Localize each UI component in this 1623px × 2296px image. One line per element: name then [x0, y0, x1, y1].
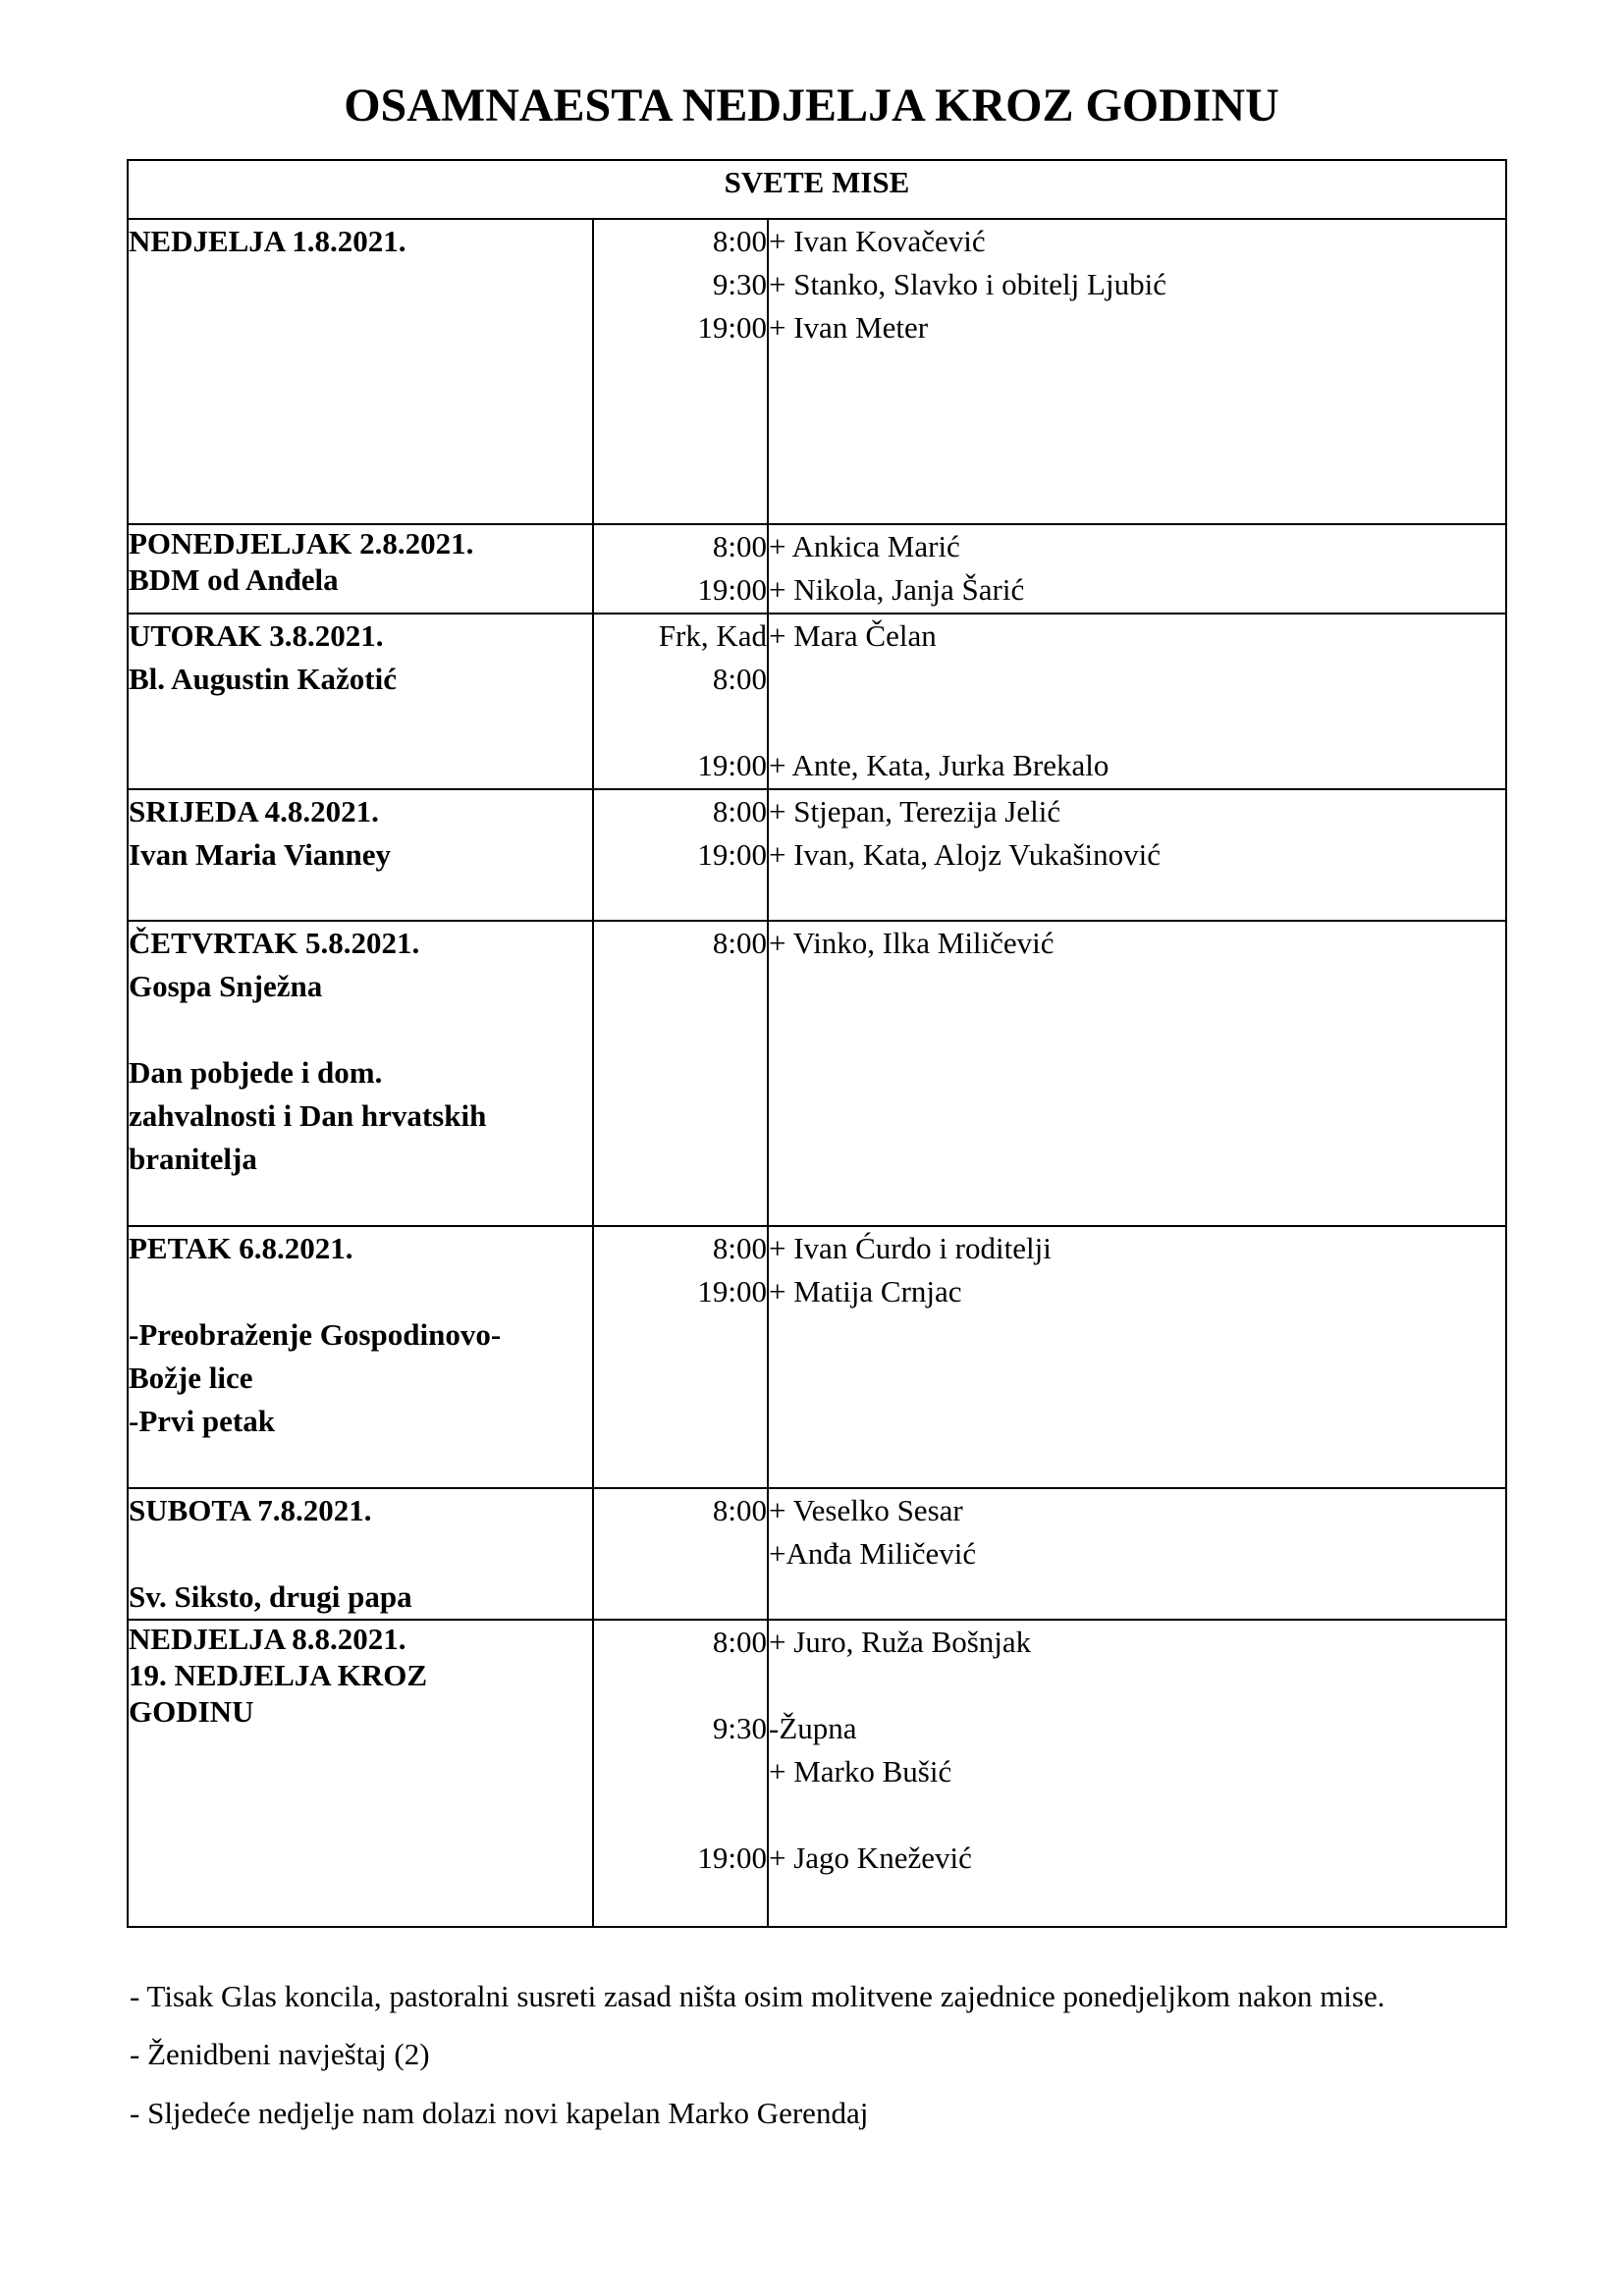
day-line: [129, 1270, 592, 1313]
mass-intention: + Vinko, Ilka Miličević: [769, 926, 1055, 960]
intention-cell: [768, 921, 1506, 1226]
mass-intention: [769, 1793, 1505, 1837]
mass-intention: + Ankica Marić: [769, 529, 960, 563]
day-line: Božje lice: [129, 1361, 253, 1395]
mass-intention: -Župna: [769, 1711, 857, 1745]
day-line: PONEDJELJAK 2.8.2021.: [129, 526, 474, 561]
day-cell: [128, 1620, 593, 1927]
mass-time: [594, 1793, 767, 1837]
time-cell: [593, 524, 768, 614]
day-row: [128, 524, 1506, 614]
day-cell: [128, 1488, 593, 1620]
time-cell: [593, 789, 768, 921]
day-line: [129, 1532, 592, 1575]
mass-intention: + Jago Knežević: [769, 1841, 972, 1875]
mass-time: 8:00: [712, 1493, 767, 1527]
mass-time: 19:00: [697, 572, 767, 607]
intention-cell: [768, 1488, 1506, 1620]
mass-time: 8:00: [712, 794, 767, 828]
time-cell: [593, 921, 768, 1226]
intention-cell: [768, 524, 1506, 614]
mass-time: 19:00: [697, 310, 767, 345]
day-cell: [128, 219, 593, 524]
day-line: BDM od Anđela: [129, 562, 339, 597]
day-line: NEDJELJA 8.8.2021.: [129, 1622, 406, 1656]
day-line: branitelja: [129, 1142, 257, 1176]
day-line: SUBOTA 7.8.2021.: [129, 1493, 372, 1527]
mass-intention: + Stanko, Slavko i obitelj Ljubić: [769, 267, 1166, 301]
mass-time: 8:00: [712, 224, 767, 258]
mass-intention: + Nikola, Janja Šarić: [769, 572, 1025, 607]
announcement-note: - Ženidbeni navještaj (2): [130, 2037, 430, 2071]
time-cell: [593, 1488, 768, 1620]
time-cell: [593, 219, 768, 524]
intention-cell: [768, 614, 1506, 789]
mass-intention: + Ivan, Kata, Alojz Vukašinović: [769, 837, 1162, 872]
announcement-note: - Sljedeće nedjelje nam dolazi novi kapelan Marko Gerendaj: [130, 2096, 869, 2130]
time-cell: [593, 1620, 768, 1927]
mass-intention: + Ivan Kovačević: [769, 224, 986, 258]
mass-time: 9:30: [712, 267, 767, 301]
mass-time: 19:00: [697, 748, 767, 782]
mass-intention: + Ivan Meter: [769, 310, 929, 345]
day-row: [128, 1226, 1506, 1488]
day-row: [128, 1488, 1506, 1620]
intention-cell: [768, 1620, 1506, 1927]
intention-cell: [768, 1226, 1506, 1488]
day-cell: [128, 1226, 593, 1488]
day-line: GODINU: [129, 1694, 254, 1729]
day-row: [128, 921, 1506, 1226]
day-row: [128, 614, 1506, 789]
mass-time: 9:30: [712, 1711, 767, 1745]
mass-intention: + Ante, Kata, Jurka Brekalo: [769, 748, 1109, 782]
day-line: Sv. Siksto, drugi papa: [129, 1579, 412, 1614]
mass-time: 19:00: [697, 1841, 767, 1875]
day-line: Gospa Snježna: [129, 969, 323, 1003]
day-line: ČETVRTAK 5.8.2021.: [129, 926, 420, 960]
mass-intention: [769, 1664, 1505, 1707]
day-line: Ivan Maria Vianney: [129, 837, 391, 872]
table-header-row: [128, 160, 1506, 219]
mass-intention: [769, 701, 1505, 744]
day-cell: [128, 614, 593, 789]
day-line: Dan pobjede i dom.: [129, 1055, 383, 1090]
day-line: zahvalnosti i Dan hrvatskih: [129, 1098, 487, 1133]
intention-cell: [768, 789, 1506, 921]
mass-schedule-table: [127, 159, 1507, 1928]
mass-intention: + Ivan Ćurdo i roditelji: [769, 1231, 1052, 1265]
day-line: NEDJELJA 1.8.2021.: [129, 224, 406, 258]
day-line: PETAK 6.8.2021.: [129, 1231, 353, 1265]
mass-time: Frk, Kad: [658, 618, 767, 653]
mass-intention: + Juro, Ruža Bošnjak: [769, 1625, 1032, 1659]
mass-intention: + Veselko Sesar: [769, 1493, 963, 1527]
mass-intention: + Matija Crnjac: [769, 1274, 962, 1308]
day-line: -Preobraženje Gospodinovo-: [129, 1317, 502, 1352]
day-line: -Prvi petak: [129, 1404, 275, 1438]
announcements: [130, 1967, 1524, 2132]
mass-time: 19:00: [697, 837, 767, 872]
mass-time: 8:00: [712, 926, 767, 960]
mass-intention: + Mara Čelan: [769, 618, 937, 653]
mass-intention: [769, 658, 1505, 701]
mass-time: 8:00: [712, 529, 767, 563]
day-row: [128, 789, 1506, 921]
day-line: Bl. Augustin Kažotić: [129, 662, 398, 696]
day-cell: [128, 921, 593, 1226]
time-cell: [593, 614, 768, 789]
mass-time: 19:00: [697, 1274, 767, 1308]
mass-time: 8:00: [712, 662, 767, 696]
mass-intention: +Anđa Miličević: [769, 1536, 977, 1571]
mass-time: [594, 1750, 767, 1793]
mass-intention: + Marko Bušić: [769, 1754, 952, 1789]
day-line: [129, 1008, 592, 1051]
day-cell: [128, 789, 593, 921]
day-line: UTORAK 3.8.2021.: [129, 618, 384, 653]
day-row: [128, 219, 1506, 524]
mass-time: 8:00: [712, 1625, 767, 1659]
intention-cell: [768, 219, 1506, 524]
table-header: SVETE MISE: [128, 160, 1506, 219]
announcement-note: - Tisak Glas koncila, pastoralni susreti zasad ništa osim molitvene zajednice ponedjeljkom nakon mise.: [130, 1979, 1385, 2013]
day-row: [128, 1620, 1506, 1927]
mass-intention: + Stjepan, Terezija Jelić: [769, 794, 1061, 828]
day-cell: [128, 524, 593, 614]
time-cell: [593, 1226, 768, 1488]
day-line: SRIJEDA 4.8.2021.: [129, 794, 379, 828]
mass-time: [594, 701, 767, 744]
mass-time: [594, 1664, 767, 1707]
day-line: 19. NEDJELJA KROZ: [129, 1658, 428, 1692]
page-title: OSAMNAESTA NEDJELJA KROZ GODINU: [344, 80, 1279, 132]
mass-time: 8:00: [712, 1231, 767, 1265]
